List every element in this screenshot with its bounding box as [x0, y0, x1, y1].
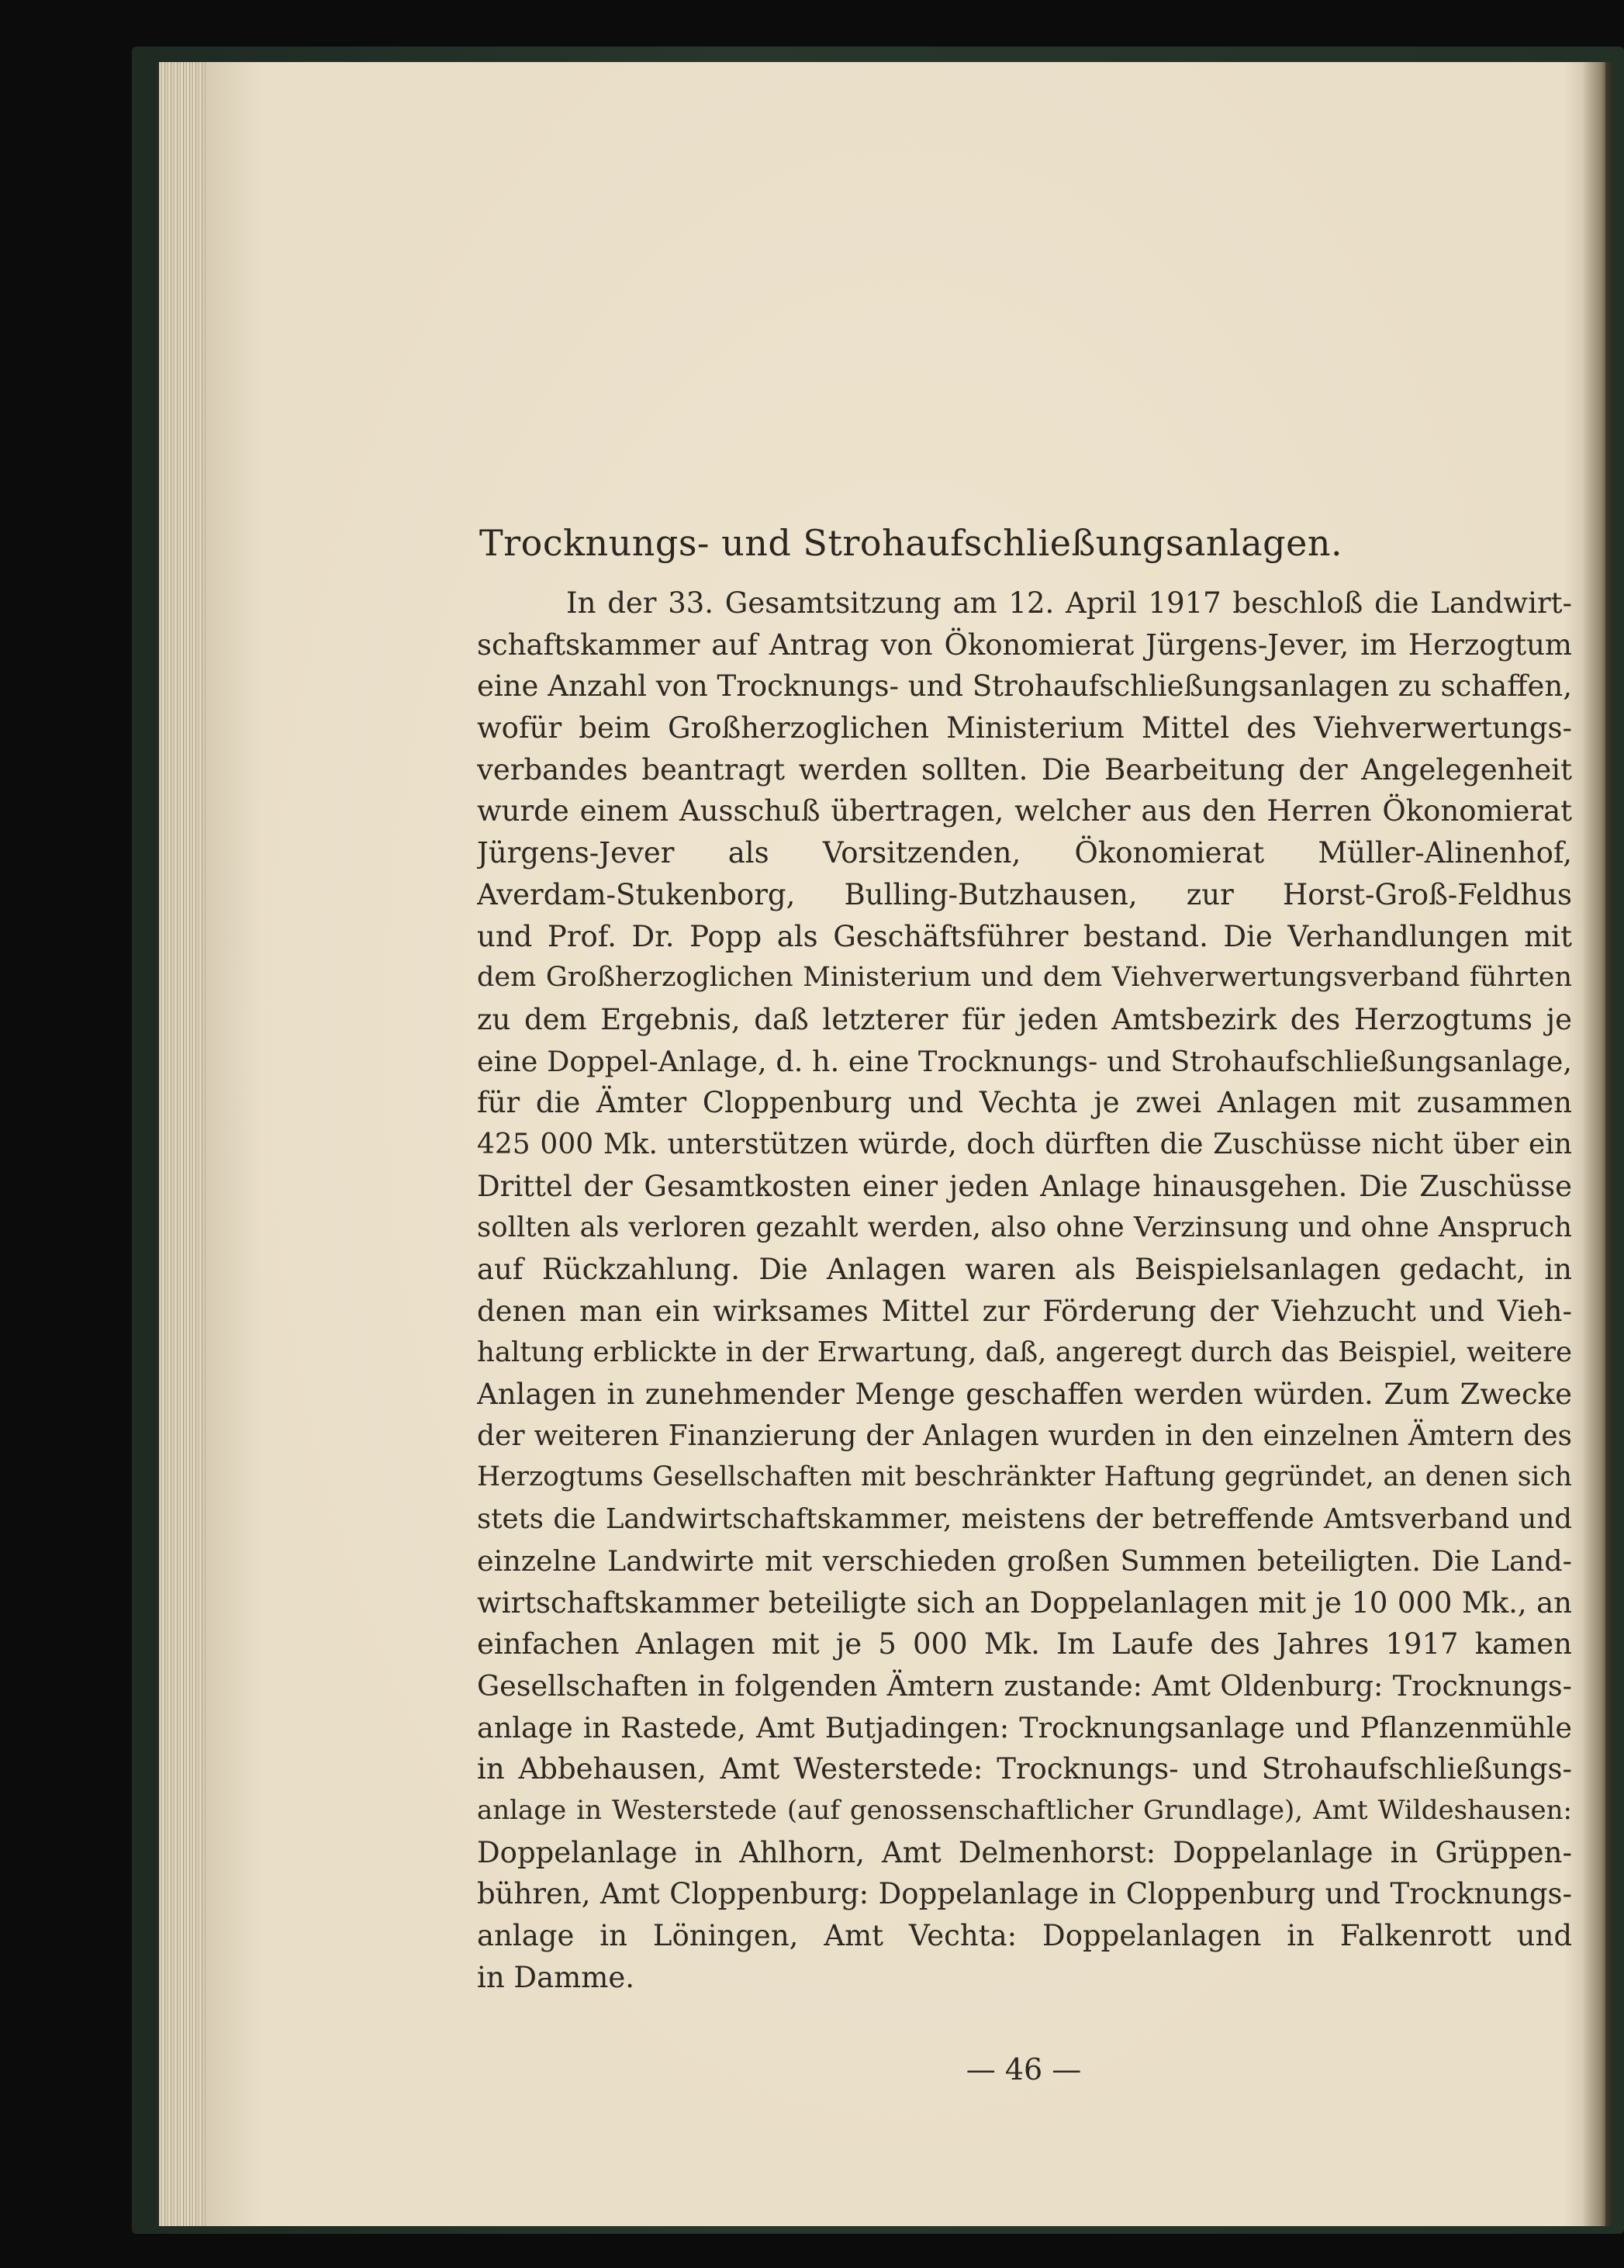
- text-line: Anlagen in zunehmender Menge geschaffen werden würden. Zum Zwecke: [477, 1378, 1572, 1412]
- text-line: auf Rückzahlung. Die Anlagen waren als Beispielsanlagen gedacht, in: [477, 1253, 1572, 1286]
- page-number: — 46 —: [966, 2052, 1082, 2086]
- gutter-shadow: [1582, 62, 1613, 2226]
- text-line: In der 33. Gesamtsitzung am 12. April 1917 beschloß die Landwirt-: [566, 586, 1572, 620]
- text-line: anlage in Westerstede (auf genossenschaftlicher Grundlage), Amt Wildeshausen:: [477, 1794, 1572, 1826]
- text-line: Drittel der Gesamtkosten einer jeden Anlage hinausgehen. Die Zuschüsse: [477, 1169, 1572, 1203]
- text-line: denen man ein wirksames Mittel zur Förderung der Viehzucht und Vieh-: [477, 1294, 1572, 1328]
- text-line: stets die Landwirtschaftskammer, meistens der betreffende Amtsverband und: [477, 1503, 1572, 1536]
- text-line: eine Anzahl von Trocknungs- und Strohaufschließungsanlagen zu schaffen,: [477, 669, 1572, 704]
- text-line: Gesellschaften in folgenden Ämtern zustande: Amt Oldenburg: Trocknungs-: [477, 1668, 1572, 1703]
- text-line: sollten als verloren gezahlt werden, also ohne Verzinsung und ohne Anspruch: [477, 1212, 1572, 1244]
- text-line: anlage in Löningen, Amt Vechta: Doppelanlagen in Falkenrott und: [477, 1919, 1572, 1952]
- text-line: Doppelanlage in Ahlhorn, Amt Delmenhorst: Doppelanlage in Grüppen-: [477, 1835, 1572, 1869]
- text-line: verbandes beantragt werden sollten. Die Bearbeitung der Angelegenheit: [477, 752, 1572, 787]
- text-line: für die Ämter Cloppenburg und Vechta je zwei Anlagen mit zusammen: [477, 1086, 1572, 1120]
- text-line: der weiteren Finanzierung der Anlagen wurden in den einzelnen Ämtern des: [477, 1419, 1572, 1452]
- text-line: wurde einem Ausschuß übertragen, welcher aus den Herren Ökonomierat: [477, 794, 1572, 828]
- text-line: 425 000 Mk. unterstützen würde, doch dürften die Zuschüsse nicht über ein: [477, 1128, 1572, 1160]
- text-line: dem Großherzoglichen Ministerium und dem Viehverwertungsverband führten: [477, 962, 1572, 994]
- text-line: zu dem Ergebnis, daß letzterer für jeden Amtsbezirk des Herzogtums je: [477, 1002, 1572, 1036]
- body-text: [477, 583, 1572, 1998]
- text-line: bühren, Amt Cloppenburg: Doppelanlage in Cloppenburg und Trocknungs-: [477, 1877, 1572, 1911]
- text-line: in Damme.: [477, 1960, 634, 1994]
- text-line: einzelne Landwirte mit verschieden großen Summen beteiligten. Die Land-: [477, 1544, 1572, 1578]
- text-line: wirtschaftskammer beteiligte sich an Doppelanlagen mit je 10 000 Mk., an: [477, 1585, 1572, 1620]
- section-heading: Trocknungs- und Strohaufschließungsanlagen.: [479, 522, 1343, 564]
- text-line: und Prof. Dr. Popp als Geschäftsführer bestand. Die Verhandlungen mit: [477, 919, 1572, 953]
- text-line: anlage in Rastede, Amt Butjadingen: Trocknungsanlage und Pflanzenmühle: [477, 1710, 1572, 1744]
- text-line: Herzogtums Gesellschaften mit beschränkter Haftung gegründet, an denen sich: [477, 1461, 1572, 1493]
- text-line: in Abbehausen, Amt Westerstede: Trocknungs- und Strohaufschließungs-: [477, 1752, 1572, 1786]
- text-line: einfachen Anlagen mit je 5 000 Mk. Im Laufe des Jahres 1917 kamen: [477, 1627, 1572, 1661]
- text-line: schaftskammer auf Antrag von Ökonomierat Jürgens-Jever, im Herzogtum: [477, 628, 1572, 662]
- text-line: Jürgens-Jever als Vorsitzenden, Ökonomierat Müller-Alinenhof,: [477, 836, 1572, 870]
- text-line: eine Doppel-Anlage, d. h. eine Trocknungs- und Strohaufschließungsanlage,: [477, 1044, 1572, 1078]
- text-line: Averdam-Stukenborg, Bulling-Butzhausen, zur Horst-Groß-Feldhus: [477, 877, 1572, 911]
- text-line: wofür beim Großherzoglichen Ministerium Mittel des Viehverwertungs-: [477, 711, 1572, 745]
- text-line: haltung erblickte in der Erwartung, daß, angeregt durch das Beispiel, weitere: [477, 1336, 1572, 1369]
